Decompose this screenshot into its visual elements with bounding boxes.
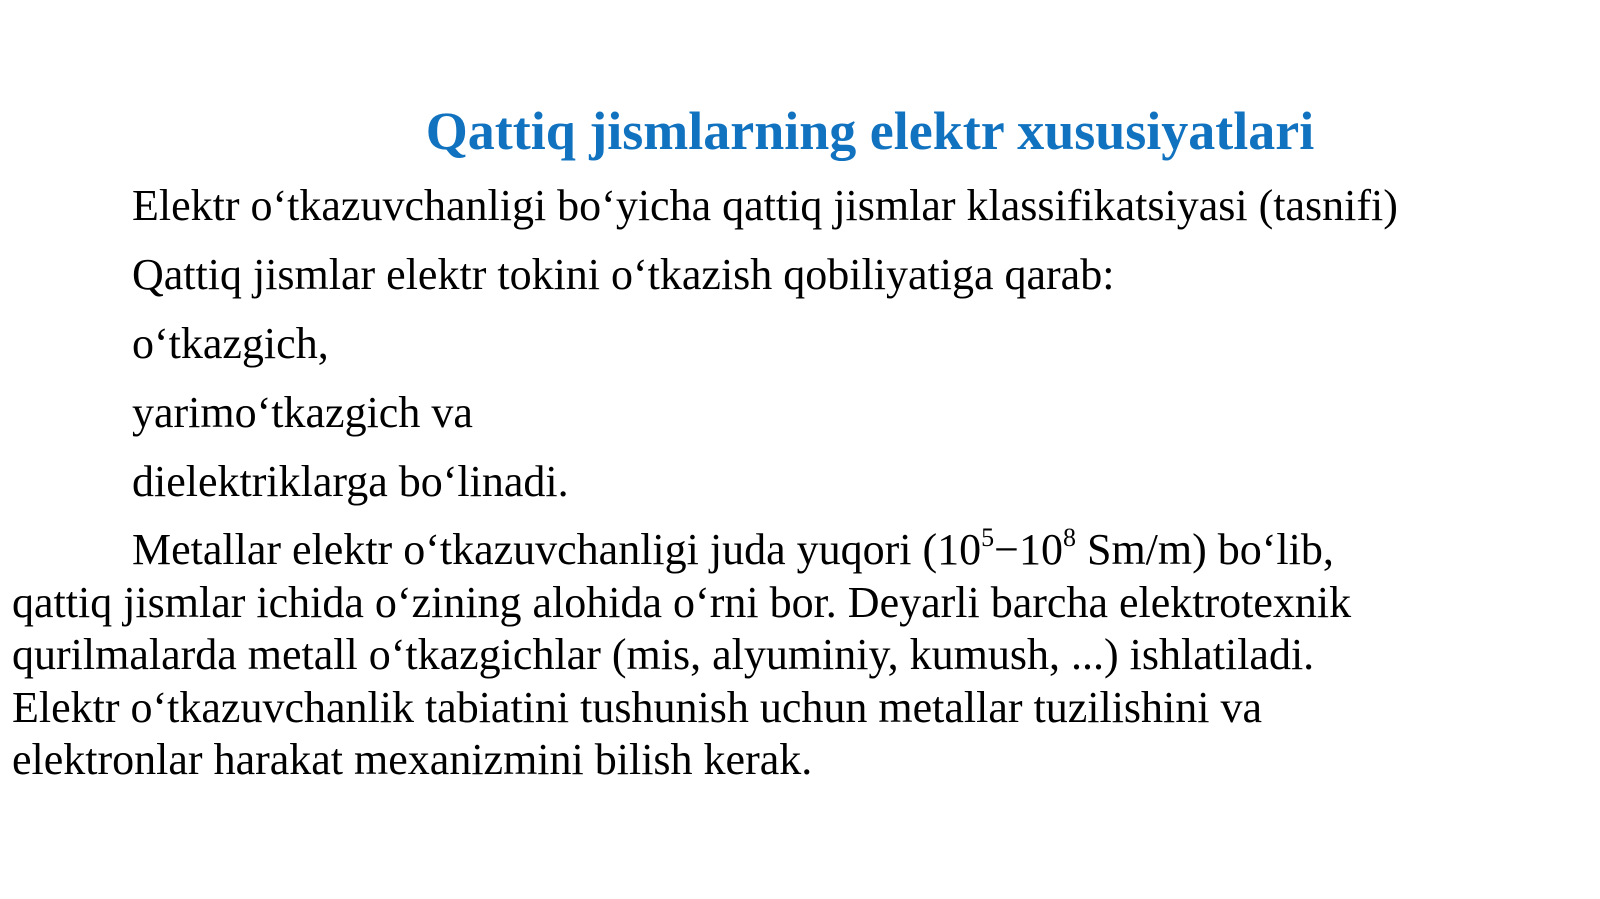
list-item-dielectric: dielektriklarga bo‘linadi. [132,457,569,506]
list-item-semiconductor: yarimo‘tkazgich va [132,388,473,437]
list-item-conductor: o‘tkazgich, [132,319,329,368]
classification-intro: Qattiq jismlar elektr tokini o‘tkazish qobiliyatiga qarab: [132,250,1115,299]
paragraph-line-1 [12,524,1582,577]
slide-title: Qattiq jismlarning elektr xususiyatlari [425,101,1315,161]
paragraph-line-3: qurilmalarda metall o‘tkazgichlar (mis, alyuminiy, kumush, ...) ishlatiladi. [12,630,1315,679]
paragraph-line-2: qattiq jismlar ichida o‘zining alohida o‘rni bor. Deyarli barcha elektrotexnik [12,577,1352,627]
paragraph-text: Metallar elektr o‘tkazuvchanligi juda yuqori (10 [132,525,982,574]
paragraph-line-4: Elektr o‘tkazuvchanlik tabiatini tushunish uchun metallar tuzilishini va [12,682,1263,732]
metals-paragraph [12,524,1582,787]
paragraph-text: Sm/m) bo‘lib, [1075,525,1334,574]
paragraph-line-5: elektronlar harakat mexanizmini bilish kerak. [12,735,813,784]
exponent: 8 [1062,523,1076,553]
classification-heading: Elektr o‘tkazuvchanligi bo‘yicha qattiq jismlar klassifikatsiyasi (tasnifi) [132,181,1398,230]
exponent: 5 [981,523,995,553]
paragraph-text: −10 [994,525,1063,574]
